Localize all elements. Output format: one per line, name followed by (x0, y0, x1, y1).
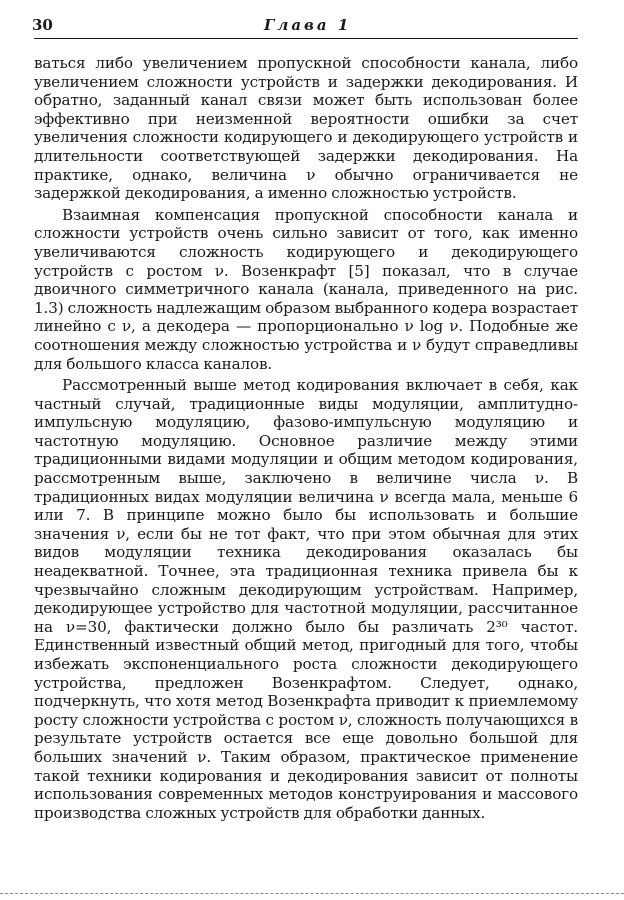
paragraph-1: ваться либо увеличением пропускной способности канала, либо увеличением сложности устройств и задержки декодирования. И обратно, заданный канал связи может быть использован более эффективно при неизменной вероятности ошибки за счет увеличения сложности кодирующего и декодирующего устройств и длительности соответствующей задержки декодирования. На практике, однако, величина ν обычно ограничивается не задержкой декодирования, а именно сложностью устройств. (34, 54, 578, 203)
paragraph-2: Взаимная компенсация пропускной способности канала и сложности устройств очень сильно зависит от того, как именно увеличиваются сложность кодирующего и декодирующего устройств с ростом ν. Возенкрафт [5] показал, что в случае двоичного симметричного канала (канала, приведенного на рис. 1.3) сложность надлежащим образом выбранного кодера возрастает линейно с ν, а декодера — пропорционально ν log ν. Подобные же соотношения между сложностью устройства и ν будут справедливы для большого класса каналов. (34, 205, 578, 373)
page-header (34, 14, 578, 39)
page-number: 30 (32, 16, 53, 34)
running-head: Глава 1 (264, 16, 352, 34)
body-text (34, 54, 578, 822)
page-bottom-edge (0, 893, 624, 894)
book-page (34, 14, 578, 825)
paragraph-3: Рассмотренный выше метод кодирования включает в себя, как частный случай, традиционные виды модуляции, амплитудно-импульсную модуляцию, фазово-импульсную модуляцию и частотную модуляцию. Основное различие между этими традиционными видами модуляции и общим методом кодирования, рассмотренным выше, заключено в величине числа ν. В традиционных видах модуляции величина ν всегда мала, меньше 6 или 7. В принципе можно было бы использовать и большие значения ν, если бы не тот факт, что при этом обычная для этих видов модуляции техника декодирования оказалась бы неадекватной. Точнее, эта традиционная техника привела бы к чрезвычайно сложным декодирующим устройствам. Например, декодирующее устройство для частотной модуляции, рассчитанное на ν=30, фактически должно было бы различать 2³⁰ частот. Единственный известный общий метод, пригодный для того, чтобы избежать экспоненциального роста сложности декодирующего устройства, предложен Возенкрафтом. Следует, однако, подчеркнуть, что хотя метод Возенкрафта приводит к приемлемому росту сложности устройства с ростом ν, сложность получающихся в результате устройств остается все еще довольно большой для больших значений ν. Таким образом, практическое применение такой техники кодирования и декодирования зависит от полноты использования современных методов конструирования и массового производства сложных устройств для обработки данных. (34, 376, 578, 822)
